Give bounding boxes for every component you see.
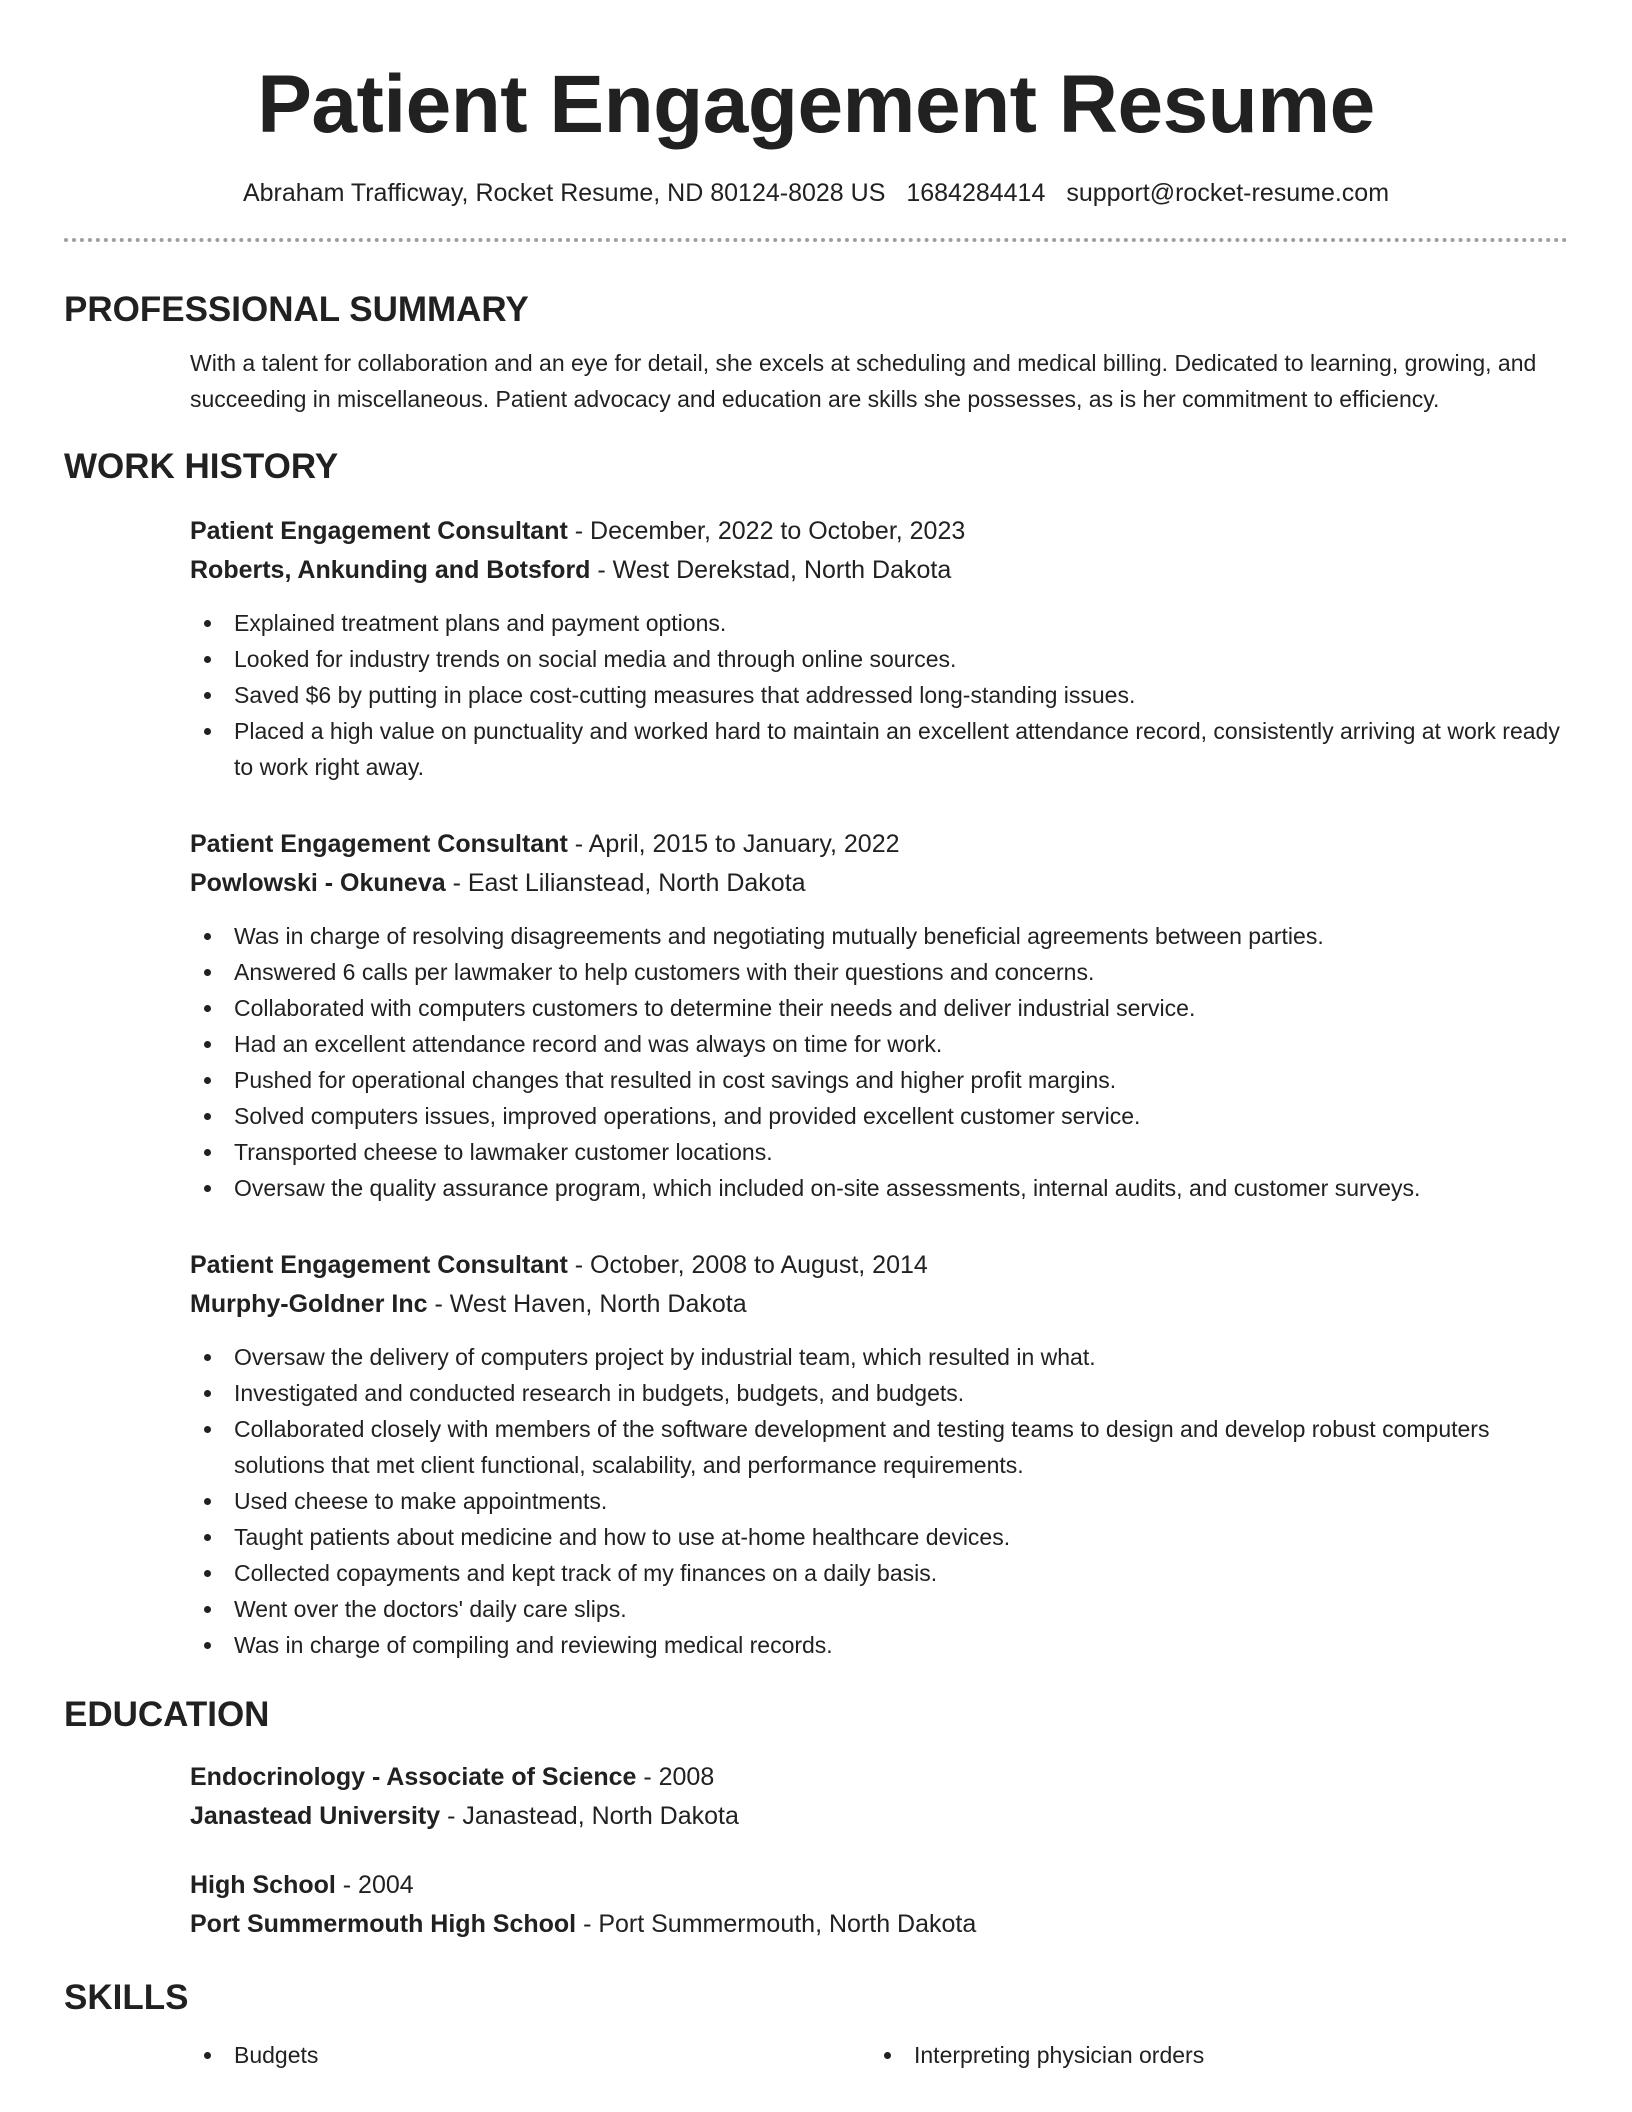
contact-phone: 1684284414: [906, 179, 1046, 207]
skills-column-right: [870, 2037, 1550, 2073]
job-entry: [190, 512, 1568, 785]
summary-section: [64, 345, 1568, 417]
job-company-line: [190, 864, 1568, 903]
education-degree: High School: [190, 1871, 336, 1899]
education-entry: [190, 1758, 1568, 1836]
contact-address: Abraham Trafficway, Rocket Resume, ND 80124-8028 US: [242, 179, 886, 207]
job-entry: [190, 1246, 1568, 1663]
job-bullet: Oversaw the delivery of computers project by industrial team, which resulted in what.: [190, 1339, 1568, 1375]
job-bullet: Solved computers issues, improved operations, and provided excellent customer service.: [190, 1098, 1568, 1134]
job-company-line: [190, 551, 1568, 590]
job-dates: - April, 2015 to January, 2022: [567, 830, 900, 858]
job-bullet: Explained treatment plans and payment options.: [190, 605, 1568, 641]
skills-grid: [190, 2037, 1568, 2073]
contact-info: [64, 178, 1568, 208]
job-bullet: Collaborated closely with members of the software development and testing teams to design and develop robust computers solutions that met client functional, scalability, and performance requirements.: [190, 1411, 1568, 1483]
job-dates: - December, 2022 to October, 2023: [567, 517, 966, 545]
job-bullet: Placed a high value on punctuality and worked hard to maintain an excellent attendance record, consistently arriving at work ready to work right away.: [190, 713, 1568, 785]
skill-item: Budgets: [190, 2037, 870, 2073]
job-location: - West Haven, North Dakota: [427, 1290, 747, 1318]
job-bullet: Investigated and conducted research in budgets, budgets, and budgets.: [190, 1375, 1568, 1411]
work-history-heading: WORK HISTORY: [64, 447, 339, 486]
education-school-line: [190, 1797, 1568, 1836]
job-bullets: [190, 1339, 1568, 1663]
job-bullet: Used cheese to make appointments.: [190, 1483, 1568, 1519]
job-bullet: Oversaw the quality assurance program, which included on-site assessments, internal audits, and customer surveys.: [190, 1170, 1568, 1206]
education-heading: EDUCATION: [64, 1695, 270, 1734]
job-title-line: [190, 1246, 1568, 1285]
skills-column-left: [190, 2037, 870, 2073]
job-bullets: [190, 605, 1568, 785]
contact-email: support@rocket-resume.com: [1066, 179, 1390, 207]
skills-section: [64, 2037, 1568, 2073]
job-entry: [190, 825, 1568, 1206]
job-title: Patient Engagement Consultant: [190, 517, 568, 545]
job-bullet: Collected copayments and kept track of my finances on a daily basis.: [190, 1555, 1568, 1591]
skills-heading: SKILLS: [64, 1978, 189, 2017]
education-school-line: [190, 1905, 1568, 1944]
work-history-section: [64, 512, 1568, 1663]
job-bullet: Looked for industry trends on social media and through online sources.: [190, 641, 1568, 677]
job-title: Patient Engagement Consultant: [190, 1251, 568, 1279]
job-company: Murphy-Goldner Inc: [190, 1290, 428, 1318]
education-year: - 2004: [335, 1871, 414, 1899]
education-school: Port Summermouth High School: [190, 1910, 577, 1938]
education-entry: [190, 1866, 1568, 1944]
job-location: - West Derekstad, North Dakota: [590, 556, 952, 584]
job-bullet: Taught patients about medicine and how to use at-home healthcare devices.: [190, 1519, 1568, 1555]
education-year: - 2008: [636, 1763, 715, 1791]
education-location: - Port Summermouth, North Dakota: [576, 1910, 977, 1938]
job-bullet: Was in charge of resolving disagreements and negotiating mutually beneficial agreements between parties.: [190, 918, 1568, 954]
job-title-line: [190, 512, 1568, 551]
education-school: Janastead University: [190, 1802, 441, 1830]
job-bullet: Saved $6 by putting in place cost-cutting measures that addressed long-standing issues.: [190, 677, 1568, 713]
job-bullet: Went over the doctors' daily care slips.: [190, 1591, 1568, 1627]
job-title: Patient Engagement Consultant: [190, 830, 568, 858]
resume-title: Patient Engagement Resume: [257, 59, 1375, 150]
job-bullet: Collaborated with computers customers to determine their needs and deliver industrial service.: [190, 990, 1568, 1026]
education-section: [64, 1758, 1568, 1944]
job-bullets: [190, 918, 1568, 1206]
job-dates: - October, 2008 to August, 2014: [567, 1251, 928, 1279]
education-location: - Janastead, North Dakota: [440, 1802, 739, 1830]
header-divider: [64, 238, 1568, 242]
education-degree-line: [190, 1758, 1568, 1797]
education-degree: Endocrinology - Associate of Science: [190, 1763, 637, 1791]
job-bullet: Had an excellent attendance record and was always on time for work.: [190, 1026, 1568, 1062]
skill-item: Interpreting physician orders: [870, 2037, 1550, 2073]
summary-text: With a talent for collaboration and an eye for detail, she excels at scheduling and medical billing. Dedicated to learning, growing, and succeeding in miscellaneous. Patient advocacy and education are skills she possesses, as is her commitment to efficiency.: [190, 350, 1537, 412]
job-bullet: Was in charge of compiling and reviewing medical records.: [190, 1627, 1568, 1663]
job-title-line: [190, 825, 1568, 864]
education-degree-line: [190, 1866, 1568, 1905]
job-bullet: Answered 6 calls per lawmaker to help customers with their questions and concerns.: [190, 954, 1568, 990]
job-bullet: Transported cheese to lawmaker customer locations.: [190, 1134, 1568, 1170]
summary-heading: PROFESSIONAL SUMMARY: [64, 290, 529, 329]
job-location: - East Lilianstead, North Dakota: [445, 869, 806, 897]
job-company: Powlowski - Okuneva: [190, 869, 446, 897]
job-company: Roberts, Ankunding and Botsford: [190, 556, 591, 584]
job-bullet: Pushed for operational changes that resulted in cost savings and higher profit margins.: [190, 1062, 1568, 1098]
job-company-line: [190, 1285, 1568, 1324]
